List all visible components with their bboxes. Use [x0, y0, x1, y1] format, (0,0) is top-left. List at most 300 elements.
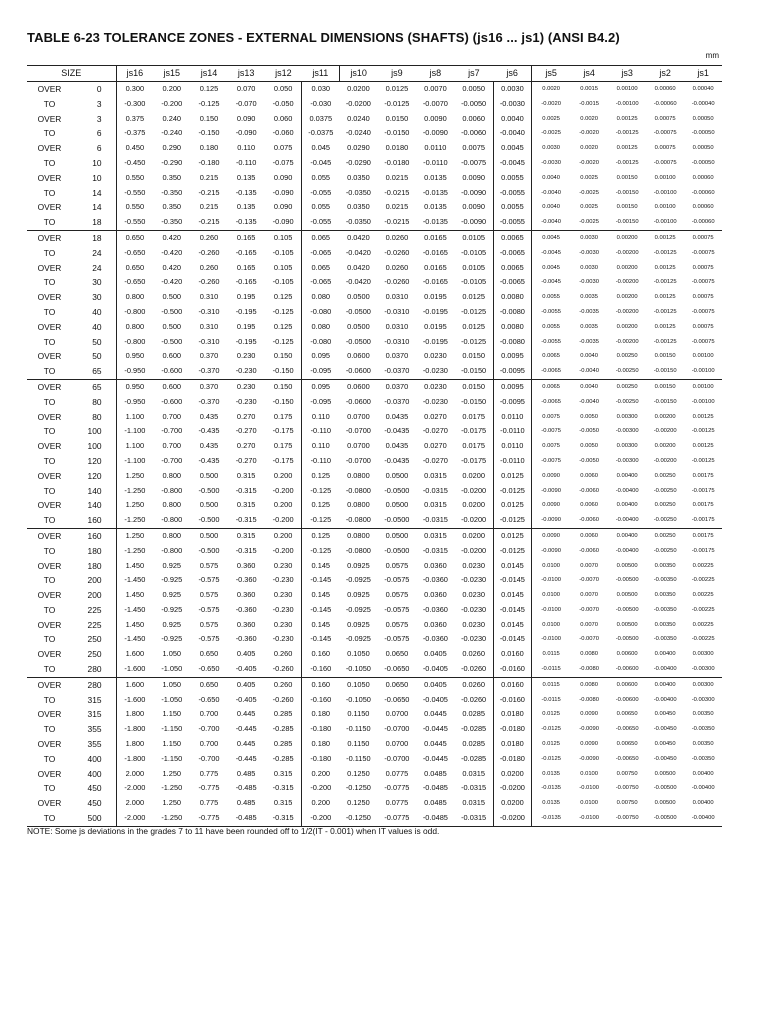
cell-js8: -0.0195	[422, 336, 448, 346]
cell-js13: -0.315	[235, 545, 257, 555]
cell-js10: -0.0925	[345, 575, 371, 585]
cell-js2: 0.00150	[654, 353, 676, 360]
cell-js10: 0.0350	[347, 202, 370, 212]
cell-js4: -0.0090	[579, 755, 599, 762]
cell-js3: 0.00250	[616, 353, 638, 360]
cell-js8: -0.0485	[422, 783, 448, 793]
cell-js7: -0.0060	[455, 126, 494, 141]
cell-js14: -0.700	[198, 724, 220, 734]
cell-js2: 0.00250	[654, 502, 676, 509]
cell-js15: -0.500	[161, 336, 183, 346]
cell-js3: -0.00750	[608, 811, 646, 826]
cell-js3: -0.00600	[615, 696, 639, 703]
size-label: OVER	[37, 411, 62, 422]
cell-js12: -0.150	[265, 395, 302, 410]
cell-js13: 0.070	[236, 84, 256, 93]
cell-js3: 0.00400	[616, 532, 638, 539]
cell-js12: -0.200	[265, 513, 302, 528]
cell-js13: 0.315	[236, 470, 256, 480]
size-label: TO	[43, 694, 56, 705]
cell-js6: 0.0055	[493, 171, 532, 186]
cell-js10: -0.0925	[345, 634, 371, 644]
cell-js11: 0.110	[311, 411, 330, 421]
cell-js8: -0.0165	[422, 277, 448, 287]
cell-js3: 0.00300	[616, 413, 638, 420]
cell-js7: 0.0285	[455, 707, 494, 722]
cell-js1: 0.00075	[692, 234, 714, 241]
cell-js8: -0.0405	[416, 662, 455, 677]
cell-js1: -0.00350	[691, 755, 715, 762]
cell-js7: 0.0105	[455, 261, 494, 276]
size-label: OVER	[37, 292, 62, 303]
cell-js10: -0.0350	[339, 215, 378, 230]
header-js13: js13	[228, 66, 265, 82]
cell-js5: 0.0115	[532, 647, 571, 662]
cell-js5: -0.0125	[532, 752, 571, 767]
cell-js13: 0.195	[236, 321, 256, 331]
cell-js4: -0.0080	[570, 662, 608, 677]
cell-js16: -1.250	[124, 545, 146, 555]
cell-js4: -0.0060	[570, 513, 608, 528]
cell-js7: 0.0260	[455, 647, 494, 662]
cell-js4: 0.0015	[580, 86, 598, 92]
cell-js5: -0.0100	[532, 632, 571, 647]
cell-js16: 1.450	[125, 619, 145, 629]
table-row	[27, 364, 722, 379]
cell-js1: -0.00075	[691, 308, 715, 315]
cell-js15: -0.350	[153, 215, 190, 230]
cell-js8: 0.0270	[424, 441, 447, 451]
cell-js10: 0.0420	[347, 262, 370, 272]
cell-js10: 0.1050	[347, 649, 370, 659]
cell-js14: 0.310	[199, 292, 219, 302]
cell-js13: 0.270	[236, 441, 256, 451]
cell-js13: 0.230	[236, 351, 256, 361]
table-row	[27, 156, 722, 171]
cell-js14: -0.575	[198, 634, 220, 644]
cell-js1: 0.00300	[692, 651, 714, 658]
size-label: TO	[43, 247, 56, 258]
cell-js10: -0.0925	[345, 604, 371, 614]
cell-js15: -0.600	[153, 364, 190, 379]
cell-js6: 0.0065	[493, 261, 532, 276]
header-size: SIZE	[27, 66, 116, 82]
size-value: 100	[72, 424, 116, 439]
cell-js15: -0.600	[161, 396, 183, 406]
cell-js9: 0.0215	[385, 172, 409, 182]
cell-js3: 0.00125	[616, 145, 638, 152]
cell-js8: -0.0090	[422, 128, 448, 138]
cell-js1: 0.00050	[692, 145, 714, 152]
cell-js15: 0.700	[162, 441, 182, 451]
cell-js12: 0.200	[265, 498, 302, 513]
size-label: OVER	[37, 441, 62, 452]
cell-js16: -2.000	[116, 811, 153, 826]
cell-js2: 0.00150	[654, 383, 676, 390]
cell-js11: -0.110	[310, 426, 331, 436]
table-row	[27, 693, 722, 708]
size-label: OVER	[37, 530, 62, 541]
cell-js3: -0.00150	[615, 189, 639, 196]
cell-js14: -0.215	[190, 215, 227, 230]
cell-js9: 0.0700	[385, 709, 409, 719]
cell-js13: -0.070	[235, 98, 257, 108]
cell-js7: -0.0090	[455, 215, 494, 230]
cell-js1: -0.00350	[691, 726, 715, 733]
cell-js9: -0.0500	[384, 485, 410, 495]
cell-js16: 1.800	[125, 709, 145, 719]
table-row	[27, 379, 722, 394]
cell-js9: -0.0650	[384, 694, 410, 704]
cell-js4: -0.0020	[579, 159, 599, 166]
cell-js3: -0.00400	[608, 513, 646, 528]
cell-js16: -0.950	[116, 364, 153, 379]
cell-js6: -0.0055	[493, 186, 532, 201]
cell-js3: -0.00650	[615, 755, 639, 762]
cell-js5: -0.0040	[532, 186, 571, 201]
cell-js15: 0.925	[162, 590, 182, 600]
cell-js16: -0.800	[124, 306, 146, 316]
cell-js6: 0.0180	[493, 737, 532, 752]
cell-js5: 0.0030	[532, 141, 571, 156]
cell-js11: 0.065	[311, 232, 331, 242]
cell-js2: -0.00400	[653, 696, 677, 703]
cell-js2: -0.00350	[653, 636, 677, 643]
cell-js16: 2.000	[125, 768, 145, 778]
cell-js8: 0.0070	[424, 84, 447, 93]
size-label: OVER	[37, 321, 62, 332]
cell-js12: 0.285	[265, 737, 302, 752]
size-label: OVER	[37, 84, 62, 94]
cell-js9: 0.0260	[385, 232, 409, 242]
cell-js7: 0.0175	[455, 439, 494, 454]
cell-js8: 0.0090	[424, 113, 447, 123]
cell-js14: 0.650	[199, 649, 219, 659]
cell-js8: -0.0485	[416, 811, 455, 826]
header-js8: js8	[416, 66, 455, 82]
cell-js14: -0.650	[198, 694, 220, 704]
cell-js12: -0.285	[265, 722, 302, 737]
cell-js14: -0.370	[198, 396, 220, 406]
cell-js11: 0.180	[311, 709, 331, 719]
cell-js13: 0.315	[236, 500, 256, 510]
cell-js3: 0.00200	[616, 323, 638, 330]
cell-js6: 0.0160	[493, 677, 532, 692]
cell-js2: -0.00125	[653, 308, 677, 315]
cell-js1: -0.00075	[691, 279, 715, 286]
cell-js4: -0.0025	[579, 189, 599, 196]
table-row	[27, 603, 722, 618]
cell-js2: -0.00250	[653, 547, 677, 554]
cell-js12: -0.105	[265, 246, 302, 261]
cell-js10: -0.1250	[339, 811, 378, 826]
cell-js14: 0.575	[199, 590, 219, 600]
cell-js5: -0.0090	[532, 484, 571, 499]
cell-js8: -0.0135	[416, 215, 455, 230]
cell-js3: 0.00200	[616, 294, 638, 301]
size-label: TO	[43, 277, 56, 288]
cell-js3: 0.00750	[616, 770, 638, 777]
cell-js12: 0.090	[265, 171, 302, 186]
cell-js12: -0.105	[265, 275, 302, 290]
cell-js11: -0.145	[310, 634, 332, 644]
cell-js5: -0.0135	[532, 811, 571, 826]
cell-js13: -0.485	[235, 783, 257, 793]
cell-js1: 0.00050	[692, 115, 714, 122]
cell-js7: 0.0315	[455, 796, 494, 811]
cell-js9: -0.0370	[378, 364, 417, 379]
cell-js1: -0.00100	[691, 398, 715, 405]
cell-js9: 0.0575	[385, 560, 409, 570]
table-row	[27, 275, 722, 290]
header-js9: js9	[378, 66, 417, 82]
cell-js8: 0.0405	[424, 679, 447, 689]
size-label: TO	[43, 336, 56, 347]
cell-js14: -0.650	[190, 662, 227, 677]
cell-js12: -0.075	[265, 156, 302, 171]
size-value: 280	[72, 677, 116, 692]
table-row	[27, 737, 722, 752]
cell-js16: 0.550	[125, 202, 145, 212]
cell-js12: -0.260	[265, 693, 302, 708]
cell-js12: -0.125	[265, 335, 302, 350]
cell-js9: -0.0575	[384, 604, 410, 614]
cell-js6: -0.0125	[493, 544, 532, 559]
cell-js3: 0.00150	[616, 174, 638, 181]
cell-js6: -0.0145	[493, 603, 532, 618]
cell-js3: 0.00500	[616, 621, 638, 628]
cell-js8: 0.0360	[424, 560, 447, 570]
cell-js14: 0.775	[199, 798, 219, 808]
cell-js9: -0.0370	[384, 396, 410, 406]
cell-js13: 0.165	[236, 262, 256, 272]
table-row	[27, 82, 722, 97]
cell-js13: -0.230	[235, 396, 257, 406]
header-js1: js1	[684, 66, 722, 82]
cell-js10: -0.1250	[345, 783, 371, 793]
cell-js7: 0.0315	[455, 767, 494, 782]
cell-js7: 0.0090	[455, 200, 494, 215]
header-js10: js10	[339, 66, 378, 82]
cell-js15: 0.350	[162, 202, 182, 212]
cell-js13: 0.090	[236, 113, 256, 123]
cell-js3: -0.00250	[608, 364, 646, 379]
cell-js14: -0.500	[190, 513, 227, 528]
size-value: 225	[72, 618, 116, 633]
table-row	[27, 647, 722, 662]
cell-js13: 0.135	[236, 202, 256, 212]
size-value: 355	[72, 722, 116, 737]
cell-js12: 0.105	[265, 261, 302, 276]
size-label: TO	[27, 215, 72, 230]
cell-js5: 0.0100	[532, 618, 571, 633]
cell-js11: -0.065	[310, 247, 332, 257]
cell-js4: -0.0050	[579, 457, 599, 464]
cell-js6: -0.0200	[493, 811, 532, 826]
cell-js10: -0.0200	[345, 98, 371, 108]
cell-js5: -0.0075	[532, 424, 571, 439]
table-row	[27, 796, 722, 811]
size-label: OVER	[37, 739, 62, 750]
cell-js9: 0.0150	[385, 113, 409, 123]
cell-js12: -0.175	[265, 424, 302, 439]
cell-js11: 0.180	[311, 739, 331, 749]
cell-js11: -0.160	[310, 694, 332, 704]
cell-js16: -1.250	[124, 485, 146, 495]
cell-js12: -0.230	[265, 632, 302, 647]
cell-js11: -0.030	[310, 98, 332, 108]
cell-js9: -0.0500	[384, 545, 410, 555]
cell-js7: -0.0090	[455, 186, 494, 201]
cell-js16: 0.550	[125, 172, 145, 182]
cell-js6: 0.0095	[493, 379, 532, 394]
cell-js4: -0.0070	[579, 577, 599, 584]
cell-js3: -0.00750	[615, 785, 639, 792]
cell-js9: -0.0310	[384, 336, 410, 346]
cell-js14: 0.215	[199, 202, 219, 212]
cell-js10: 0.0200	[347, 84, 370, 93]
cell-js11: -0.045	[310, 157, 332, 167]
cell-js12: 0.315	[265, 796, 302, 811]
cell-js7: 0.0230	[455, 618, 494, 633]
cell-js13: 0.445	[236, 739, 256, 749]
cell-js15: 0.240	[162, 113, 182, 123]
cell-js12: 0.230	[265, 559, 302, 574]
cell-js1: -0.00175	[691, 547, 715, 554]
cell-js9: -0.0125	[384, 98, 410, 108]
cell-js6: 0.0125	[493, 498, 532, 513]
cell-js8: 0.0135	[424, 202, 447, 212]
cell-js10: 0.0500	[347, 321, 370, 331]
cell-js8: 0.0445	[424, 739, 447, 749]
cell-js4: 0.0050	[580, 443, 598, 450]
cell-js13: 0.360	[236, 560, 256, 570]
cell-js11: 0.095	[311, 351, 331, 361]
cell-js16: -0.650	[124, 277, 146, 287]
table-body	[27, 82, 722, 827]
size-value: 120	[72, 469, 116, 484]
cell-js16: -0.375	[124, 128, 146, 138]
cell-js8: 0.0135	[424, 172, 447, 182]
cell-js12: 0.090	[265, 200, 302, 215]
cell-js9: -0.0435	[384, 455, 410, 465]
cell-js5: 0.0040	[532, 171, 571, 186]
cell-js16: -1.600	[124, 694, 146, 704]
cell-js6: -0.0055	[493, 215, 532, 230]
size-value: 180	[72, 559, 116, 574]
cell-js3: -0.00300	[615, 457, 639, 464]
cell-js2: 0.00250	[654, 472, 676, 479]
cell-js16: 1.100	[125, 411, 145, 421]
cell-js7: -0.0150	[455, 364, 494, 379]
cell-js3: 0.00600	[616, 681, 638, 688]
cell-js14: 0.650	[199, 679, 219, 689]
cell-js6: -0.0065	[493, 246, 532, 261]
cell-js14: 0.775	[199, 768, 219, 778]
cell-js7: -0.0285	[455, 722, 494, 737]
cell-js4: 0.0070	[580, 621, 598, 628]
cell-js7: 0.0125	[455, 290, 494, 305]
table-row	[27, 469, 722, 484]
cell-js12: -0.285	[265, 752, 302, 767]
cell-js16: 1.600	[125, 679, 145, 689]
cell-js1: -0.00125	[691, 428, 715, 435]
cell-js10: 0.0600	[347, 381, 370, 391]
cell-js16: -1.450	[124, 634, 146, 644]
size-label: TO	[43, 634, 56, 645]
cell-js13: 0.230	[236, 381, 256, 391]
cell-js1: 0.00100	[692, 353, 714, 360]
table-row	[27, 126, 722, 141]
cell-js6: 0.0125	[493, 528, 532, 543]
cell-js9: 0.0775	[385, 798, 409, 808]
cell-js9: -0.0775	[378, 811, 417, 826]
cell-js8: 0.0315	[424, 530, 447, 540]
size-value: 65	[72, 364, 116, 379]
cell-js1: -0.00100	[684, 364, 722, 379]
size-value: 30	[72, 275, 116, 290]
cell-js15: 0.290	[162, 143, 182, 153]
size-label: TO	[43, 545, 56, 556]
cell-js9: 0.0125	[385, 84, 409, 93]
cell-js10: 0.0600	[347, 351, 370, 361]
cell-js8: 0.0485	[424, 798, 447, 808]
cell-js14: -0.310	[198, 336, 220, 346]
cell-js7: -0.0175	[455, 454, 494, 469]
cell-js9: 0.0435	[385, 441, 409, 451]
table-row	[27, 141, 722, 156]
size-label: TO	[43, 98, 56, 109]
header-js11: js11	[302, 66, 339, 82]
cell-js11: 0.160	[311, 649, 331, 659]
cell-js1: 0.00225	[692, 592, 714, 599]
cell-js15: -1.250	[161, 783, 183, 793]
cell-js10: -0.0800	[339, 513, 378, 528]
table-row	[27, 632, 722, 647]
cell-js4: 0.0030	[580, 234, 598, 241]
cell-js12: 0.260	[265, 677, 302, 692]
cell-js1: -0.00050	[691, 130, 715, 137]
size-value: 40	[72, 305, 116, 320]
table-row	[27, 811, 722, 826]
cell-js16: -1.800	[124, 724, 146, 734]
cell-js14: -0.575	[198, 575, 220, 585]
cell-js1: -0.00175	[691, 487, 715, 494]
cell-js10: -0.0500	[345, 306, 371, 316]
cell-js3: -0.00100	[615, 100, 639, 107]
cell-js4: 0.0080	[580, 651, 598, 658]
table-row	[27, 439, 722, 454]
cell-js2: 0.00500	[654, 770, 676, 777]
cell-js16: 0.650	[125, 232, 145, 242]
cell-js12: 0.125	[265, 290, 302, 305]
cell-js8: -0.0315	[422, 485, 448, 495]
cell-js12: 0.150	[265, 349, 302, 364]
size-label: TO	[27, 662, 72, 677]
cell-js9: 0.0650	[385, 679, 409, 689]
cell-js2: -0.00450	[653, 726, 677, 733]
cell-js11: 0.200	[311, 768, 331, 778]
size-value: 400	[72, 767, 116, 782]
cell-js7: 0.0230	[455, 588, 494, 603]
cell-js15: 0.500	[162, 292, 182, 302]
cell-js5: 0.0125	[532, 707, 571, 722]
cell-js11: 0.080	[311, 292, 331, 302]
cell-js10: -0.0350	[345, 187, 371, 197]
cell-js14: -0.180	[198, 157, 220, 167]
table-row	[27, 498, 722, 513]
table-row	[27, 781, 722, 796]
